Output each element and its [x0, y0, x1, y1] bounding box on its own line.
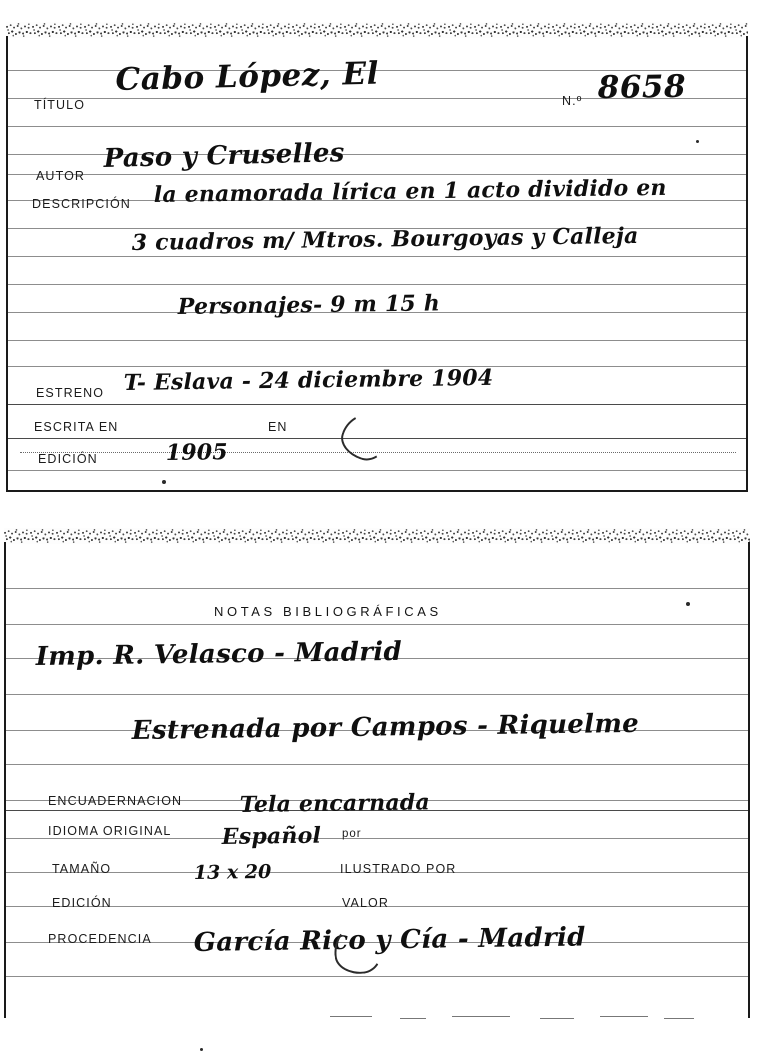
field-value-idioma-original: Español	[221, 822, 322, 850]
field-value-estreno: T- Eslava - 24 diciembre 1904	[123, 364, 494, 396]
field-label-valor: VALOR	[342, 896, 389, 910]
field-value-descripcion-line2: 3 cuadros m/ Mtros. Bourgoyas y Calleja	[131, 222, 639, 256]
rule	[6, 588, 748, 589]
rule	[6, 764, 748, 765]
card-border-left	[4, 542, 6, 1018]
note-line-1: Imp. R. Velasco - Madrid	[35, 636, 403, 672]
field-label-edicion: EDICIÓN	[38, 452, 98, 466]
field-label-edicion: EDICIÓN	[52, 896, 112, 910]
field-value-autor: Paso y Cruselles	[103, 138, 346, 174]
card-border-right	[748, 542, 750, 1018]
rule	[8, 284, 746, 285]
field-value-edicion: 1905	[165, 439, 229, 466]
field-label-estreno: ESTRENO	[36, 386, 105, 400]
ink-smudge	[336, 408, 396, 467]
field-label-numero: N.º	[562, 94, 583, 108]
scan-fleck	[400, 1018, 426, 1019]
field-label-tamano: TAMAÑO	[52, 862, 112, 876]
rule	[8, 470, 746, 471]
rule	[8, 256, 746, 257]
scan-noise-band-bottom	[4, 528, 750, 544]
rule	[6, 838, 748, 839]
scan-fleck	[540, 1018, 574, 1019]
field-value-encuadernacion: Tela encarnada	[239, 789, 431, 818]
scan-speck	[696, 140, 699, 143]
field-value-titulo: Cabo López, El	[115, 55, 380, 98]
field-label-descripcion: DESCRIPCIÓN	[32, 197, 131, 211]
rule	[8, 126, 746, 127]
field-label-encuadernacion: ENCUADERNACION	[48, 794, 183, 808]
field-value-tamano: 13 x 20	[193, 860, 272, 884]
card-border-bottom	[6, 490, 748, 492]
back-card	[4, 528, 750, 1018]
field-value-numero: 8658	[597, 68, 687, 106]
field-value-descripcion-line1: la enamorada lírica en 1 acto dividido en	[153, 174, 667, 208]
field-label-titulo: TÍTULO	[34, 98, 86, 112]
field-label-autor: AUTOR	[36, 169, 86, 183]
field-label-escrita-en: ESCRITA EN	[34, 420, 119, 434]
section-title-notas-bibliograficas: NOTAS BIBLIOGRÁFICAS	[214, 604, 442, 619]
scan-fleck	[330, 1016, 372, 1017]
note-line-2: Estrenada por Campos - Riquelme	[131, 708, 640, 746]
rule	[6, 976, 748, 977]
field-value-personajes: Personajes- 9 m 15 h	[177, 290, 441, 320]
scan-fleck	[664, 1018, 694, 1019]
rule	[8, 340, 746, 341]
rule	[6, 694, 748, 695]
field-label-por: por	[342, 828, 362, 840]
card-border-left	[6, 36, 8, 492]
rule	[6, 624, 748, 625]
field-label-ilustrado-por: ILUSTRADO POR	[340, 862, 457, 876]
field-label-procedencia: PROCEDENCIA	[48, 932, 152, 946]
scan-speck	[162, 480, 166, 484]
field-value-procedencia: García Rico y Cía - Madrid	[193, 922, 586, 958]
field-label-en: EN	[268, 420, 288, 434]
scan-speck	[686, 602, 690, 606]
scan-fleck	[452, 1016, 510, 1017]
front-card	[6, 22, 748, 492]
field-label-idioma-original: IDIOMA ORIGINAL	[48, 824, 172, 838]
rule	[8, 404, 746, 405]
scan-fleck	[600, 1016, 648, 1017]
scan-noise-band-top	[6, 22, 748, 38]
card-border-right	[746, 36, 748, 492]
